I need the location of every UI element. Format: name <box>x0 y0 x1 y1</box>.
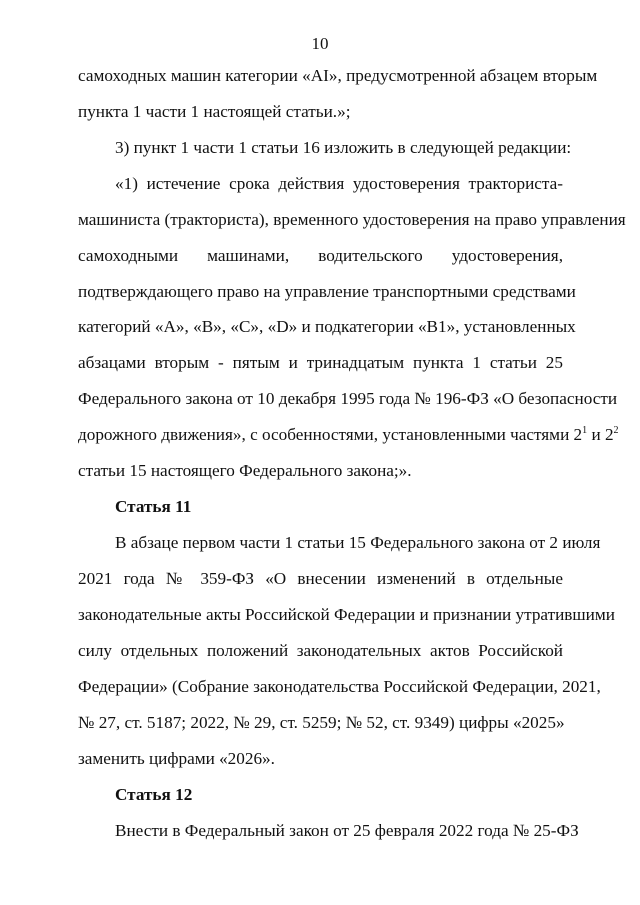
text-line: заменить цифрами «2026». <box>78 749 275 768</box>
text-fragment: дорожного движения», с особенностями, установленными частями 2 <box>78 425 583 444</box>
text-line <box>78 425 619 445</box>
superscript: 1 <box>582 425 588 436</box>
text-line: категорий «A», «B», «C», «D» и подкатегории «B1», установленных <box>78 317 576 336</box>
article-heading: Статья 12 <box>115 785 193 804</box>
text-line: статьи 15 настоящего Федерального закона;». <box>78 461 412 480</box>
text-line: законодательные акты Российской Федерации и признании утратившими <box>78 605 615 624</box>
text-line: самоходных машин категории «AI», предусмотренной абзацем вторым <box>78 66 598 85</box>
article-heading: Статья 11 <box>115 497 192 516</box>
text-line: пункта 1 части 1 настоящей статьи.»; <box>78 102 351 121</box>
text-line: силу отдельных положений законодательных актов Российской <box>78 641 563 660</box>
text-line: «1) истечение срока действия удостоверения тракториста- <box>115 174 563 193</box>
text-fragment: и 2 <box>587 425 614 444</box>
text-line: абзацами вторым - пятым и тринадцатым пункта 1 статьи 25 <box>78 353 563 372</box>
text-line: машиниста (тракториста), временного удостоверения на право управления <box>78 210 626 229</box>
text-line: подтверждающего право на управление транспортными средствами <box>78 282 576 301</box>
page-number: 10 <box>311 34 329 53</box>
text-line: 2021 года № 359-ФЗ «О внесении изменений в отдельные <box>78 569 563 588</box>
text-line: 3) пункт 1 части 1 статьи 16 изложить в следующей редакции: <box>115 138 572 157</box>
superscript: 2 <box>613 425 619 436</box>
text-line: Федерального закона от 10 декабря 1995 года № 196-ФЗ «О безопасности <box>78 389 618 408</box>
text-line: самоходными машинами, водительского удостоверения, <box>78 246 563 265</box>
text-line: Федерации» (Собрание законодательства Российской Федерации, 2021, <box>78 677 601 696</box>
text-line: Внести в Федеральный закон от 25 февраля 2022 года № 25-ФЗ <box>115 821 579 840</box>
text-line: В абзаце первом части 1 статьи 15 Федерального закона от 2 июля <box>115 533 601 552</box>
text-line: № 27, ст. 5187; 2022, № 29, ст. 5259; № 52, ст. 9349) цифры «2025» <box>78 713 565 732</box>
